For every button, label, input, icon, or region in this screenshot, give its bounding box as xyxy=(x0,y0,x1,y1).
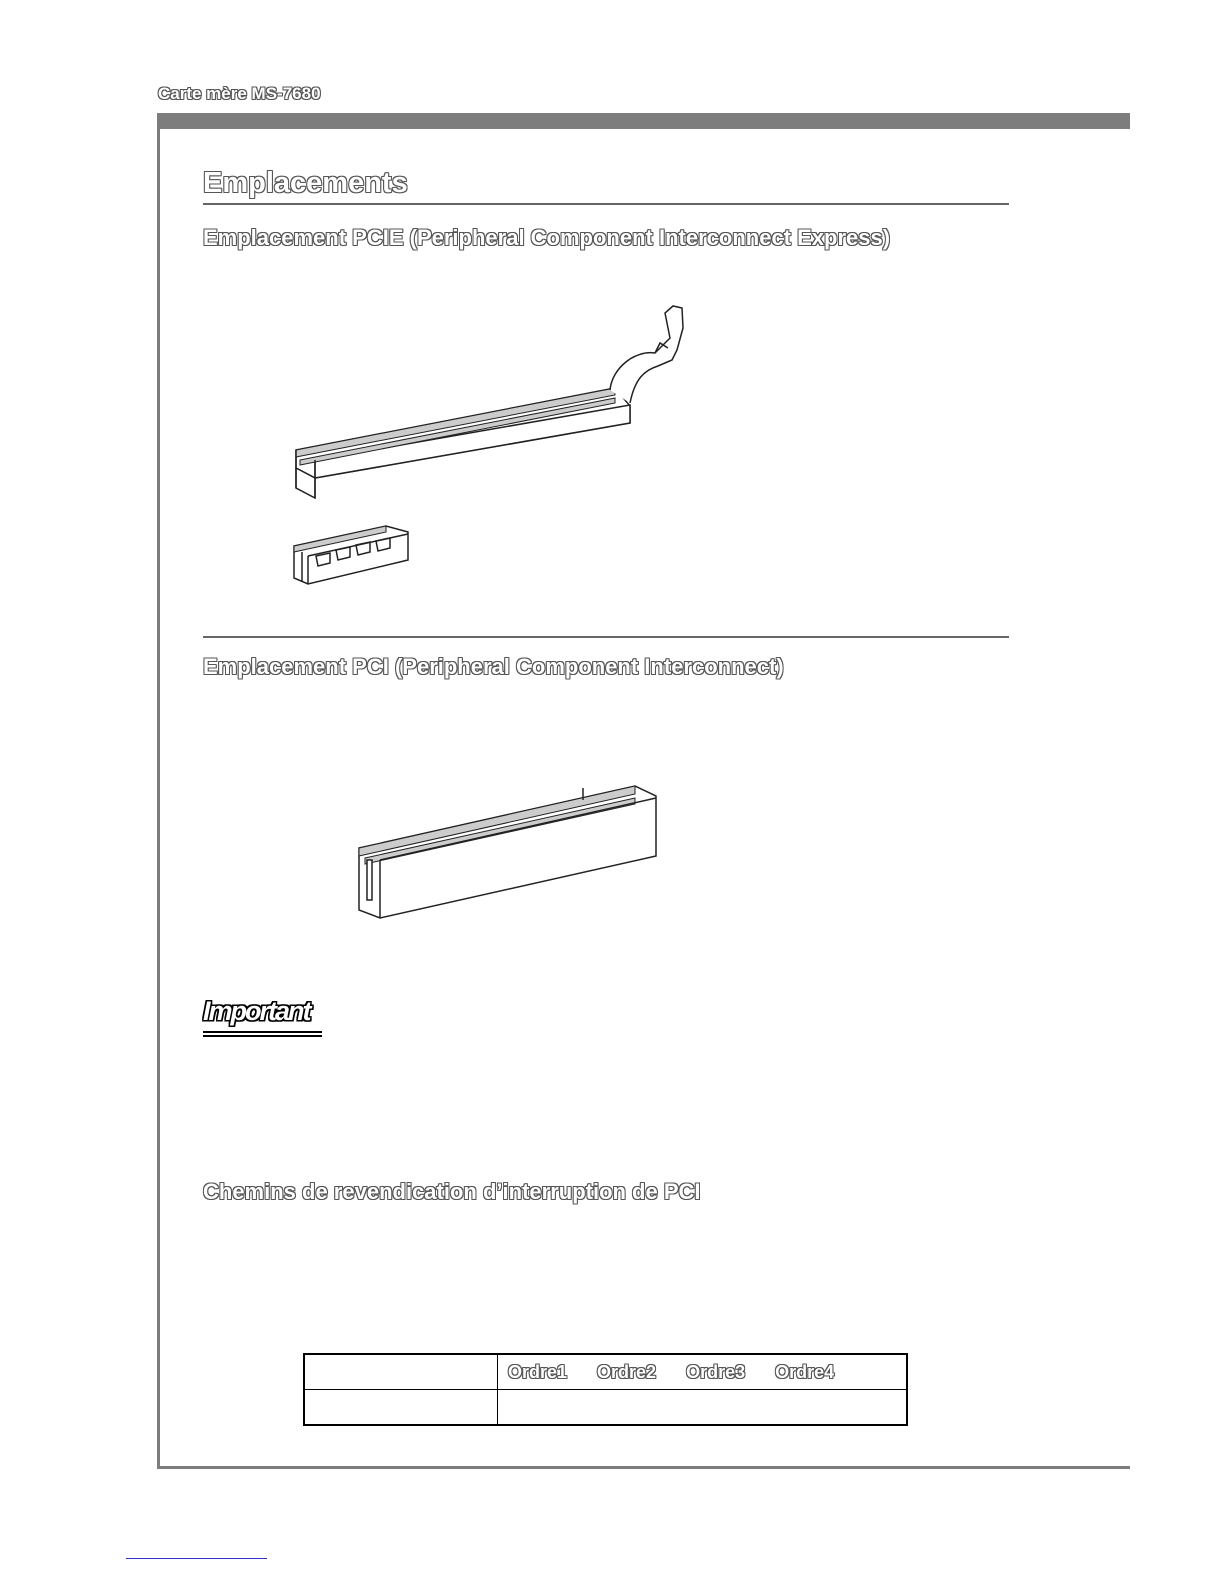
table-row xyxy=(304,1354,907,1390)
irq-heading: Chemins de revendication d’interruption de PCI xyxy=(203,1179,701,1204)
table-cell xyxy=(498,1390,908,1426)
order-1-header: Ordre1 xyxy=(508,1361,568,1382)
table-cell xyxy=(304,1390,498,1426)
pcie-slot-illustration xyxy=(290,298,710,598)
important-underline xyxy=(203,1031,322,1039)
irq-routing-table xyxy=(303,1353,908,1426)
pci-slot-illustration xyxy=(355,778,665,923)
pci-heading: Emplacement PCI (Peripheral Component Interconnect) xyxy=(203,654,784,679)
section-divider xyxy=(203,636,1009,638)
order-3-header: Ordre3 xyxy=(686,1361,746,1382)
footer-line xyxy=(126,1558,267,1559)
header-bar xyxy=(158,113,1130,129)
left-margin-rule xyxy=(157,113,160,1469)
order-2-header: Ordre2 xyxy=(597,1361,657,1382)
table-cell xyxy=(304,1354,498,1390)
pcie-heading: Emplacement PCIE (Peripheral Component Interconnect Express) xyxy=(203,225,891,250)
pcie-x1-slot xyxy=(294,526,408,584)
section-title: Emplacements xyxy=(203,167,408,199)
important-label: Important xyxy=(203,996,310,1026)
pcie-x16-slot xyxy=(296,306,683,498)
bottom-rule xyxy=(157,1466,1130,1469)
section-divider xyxy=(203,203,1009,205)
table-cell xyxy=(498,1354,908,1390)
order-4-header: Ordre4 xyxy=(775,1361,835,1382)
table-row xyxy=(304,1390,907,1426)
running-header: Carte mère MS-7680 xyxy=(158,84,321,103)
